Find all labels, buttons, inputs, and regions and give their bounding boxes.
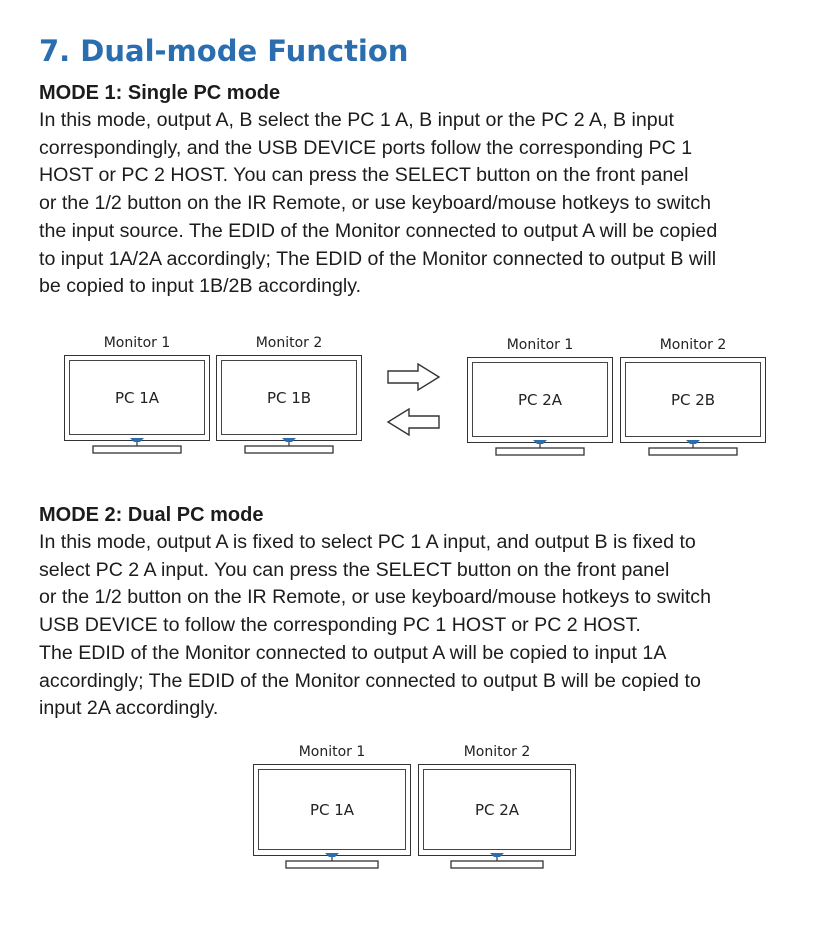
left-arrow-icon [385,407,441,437]
mode1-paragraph [39,107,717,301]
monitor [418,744,576,876]
monitor-label: Monitor 1 [506,337,574,353]
mode1-line: the input source. The EDID of the Monitor connected to output A will be copied [39,219,718,242]
monitor [467,337,613,459]
mode2-line: input 2A accordingly. [39,697,219,720]
monitor-screen [216,355,362,441]
mode1-line: to input 1A/2A accordingly; The EDID of the Monitor connected to output B will [39,247,717,270]
screen-source-label: PC 2A [517,390,563,409]
monitor-label: Monitor 1 [298,744,366,760]
mode1-line: be copied to input 1B/2B accordingly. [39,275,362,298]
section-title: 7. Dual-mode Function [39,34,409,68]
monitor [620,337,766,459]
mode1-line: HOST or PC 2 HOST. You can press the SELECT button on the front panel [39,164,689,187]
mode1-line: correspondingly, and the USB DEVICE ports follow the corresponding PC 1 [39,136,693,159]
mode2-line: accordingly; The EDID of the Monitor connected to output B will be copied to [39,669,701,692]
monitor [216,335,362,457]
mode1-line: In this mode, output A, B select the PC 1 A, B input or the PC 2 A, B input [39,109,674,131]
monitor-stand-icon [418,853,576,871]
mode2-line: select PC 2 A input. You can press the SELECT button on the front panel [39,558,670,581]
screen-source-label: PC 1B [266,388,312,407]
screen-source-label: PC 2B [670,390,716,409]
mode2-line: or the 1/2 button on the IR Remote, or use keyboard/mouse hotkeys to switch [39,586,711,609]
monitor-stand-icon [64,438,210,456]
monitor [253,744,411,876]
mode2-line: The EDID of the Monitor connected to output A will be copied to input 1A [39,641,667,664]
monitor-label: Monitor 1 [103,335,171,351]
monitor-screen [620,357,766,443]
screen-source-label: PC 2A [474,800,520,819]
screen-source-label: PC 1A [309,800,355,819]
monitor-stand-icon [467,440,613,458]
monitor-stand-icon [620,440,766,458]
monitor-screen [418,764,576,856]
mode2-line: In this mode, output A is fixed to select PC 1 A input, and output B is fixed to [39,531,696,553]
monitor-label: Monitor 2 [255,335,323,351]
mode2-heading: MODE 2: Dual PC mode [39,504,264,526]
monitor-stand-icon [216,438,362,456]
mode2-paragraph [39,529,711,723]
monitor-stand-icon [253,853,411,871]
monitor-label: Monitor 2 [463,744,531,760]
mode2-line: USB DEVICE to follow the corresponding PC 1 HOST or PC 2 HOST. [39,614,641,637]
monitor [64,335,210,457]
monitor-screen [64,355,210,441]
right-arrow-icon [386,362,442,392]
mode1-heading: MODE 1: Single PC mode [39,82,281,104]
mode1-line: or the 1/2 button on the IR Remote, or use keyboard/mouse hotkeys to switch [39,192,711,215]
screen-source-label: PC 1A [114,388,160,407]
monitor-screen [253,764,411,856]
monitor-screen [467,357,613,443]
monitor-label: Monitor 2 [659,337,727,353]
